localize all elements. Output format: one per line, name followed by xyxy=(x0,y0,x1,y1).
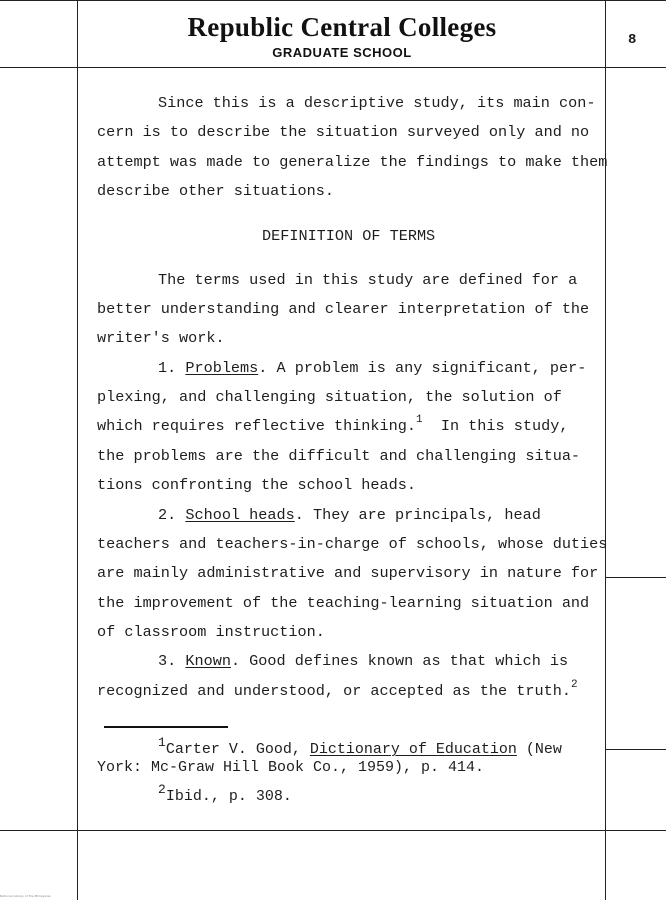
right-tick-2 xyxy=(606,749,666,750)
footnote-marker: 1 xyxy=(416,414,423,426)
footnote-marker: 2 xyxy=(570,679,578,691)
term-name: School heads xyxy=(185,506,295,524)
right-tick-1 xyxy=(606,577,666,578)
text-line: recognized and understood, or accepted as the truth.$^2$ xyxy=(97,679,578,700)
term-name: Problems xyxy=(185,359,259,377)
text-line: plexing, and challenging situation, the solution of xyxy=(97,388,562,406)
term-3-line: 3. Known. Good defines known as that which is xyxy=(158,652,569,670)
text-line: are mainly administrative and supervisory in nature for xyxy=(97,564,599,582)
text-line: describe other situations. xyxy=(97,182,334,200)
text-line: tions confronting the school heads. xyxy=(97,476,416,494)
term-number: 2. xyxy=(158,506,177,524)
header-rule xyxy=(0,67,666,68)
footnote-1-cont: York: Mc-Graw Hill Book Co., 1959), p. 414. xyxy=(97,759,485,776)
term-1-line: 1. Problems. A problem is any significant, per- xyxy=(158,359,587,377)
text-line: teachers and teachers-in-charge of schools, whose duties xyxy=(97,535,608,553)
scan-reference: National Library of the Philippines xyxy=(0,894,51,898)
page-number: 8 xyxy=(628,32,637,48)
bottom-rule xyxy=(0,830,666,831)
school-subtitle: GRADUATE SCHOOL xyxy=(272,45,412,60)
top-border xyxy=(0,0,666,1)
text-line: writer's work. xyxy=(97,329,225,347)
text-line: Since this is a descriptive study, its main con- xyxy=(158,94,596,112)
text-line: which requires reflective thinking.$^1$ In this study, xyxy=(97,414,569,435)
term-number: 1. xyxy=(158,359,177,377)
section-heading: DEFINITION OF TERMS xyxy=(262,227,436,245)
text-line: The terms used in this study are defined for a xyxy=(158,271,578,289)
footnote-separator xyxy=(104,726,228,728)
text-line: of classroom instruction. xyxy=(97,623,325,641)
footnote-2: $^2$Ibid., p. 308. xyxy=(158,782,292,805)
footnote-1: $^1$Carter V. Good, Dictionary of Education (New xyxy=(158,735,562,758)
book-title: Dictionary of Education xyxy=(309,741,517,758)
left-margin-line xyxy=(77,0,78,900)
text-line: better understanding and clearer interpretation of the xyxy=(97,300,590,318)
text-line: cern is to describe the situation surveyed only and no xyxy=(97,123,590,141)
term-number: 3. xyxy=(158,652,177,670)
right-margin-line xyxy=(605,0,606,900)
college-name: Republic Central Colleges xyxy=(187,12,497,42)
text-line: attempt was made to generalize the findings to make them xyxy=(97,153,608,171)
term-name: Known xyxy=(185,652,231,670)
term-2-line: 2. School heads. They are principals, head xyxy=(158,506,541,524)
text-line: the improvement of the teaching-learning situation and xyxy=(97,594,590,612)
text-line: the problems are the difficult and challenging situa- xyxy=(97,447,581,465)
